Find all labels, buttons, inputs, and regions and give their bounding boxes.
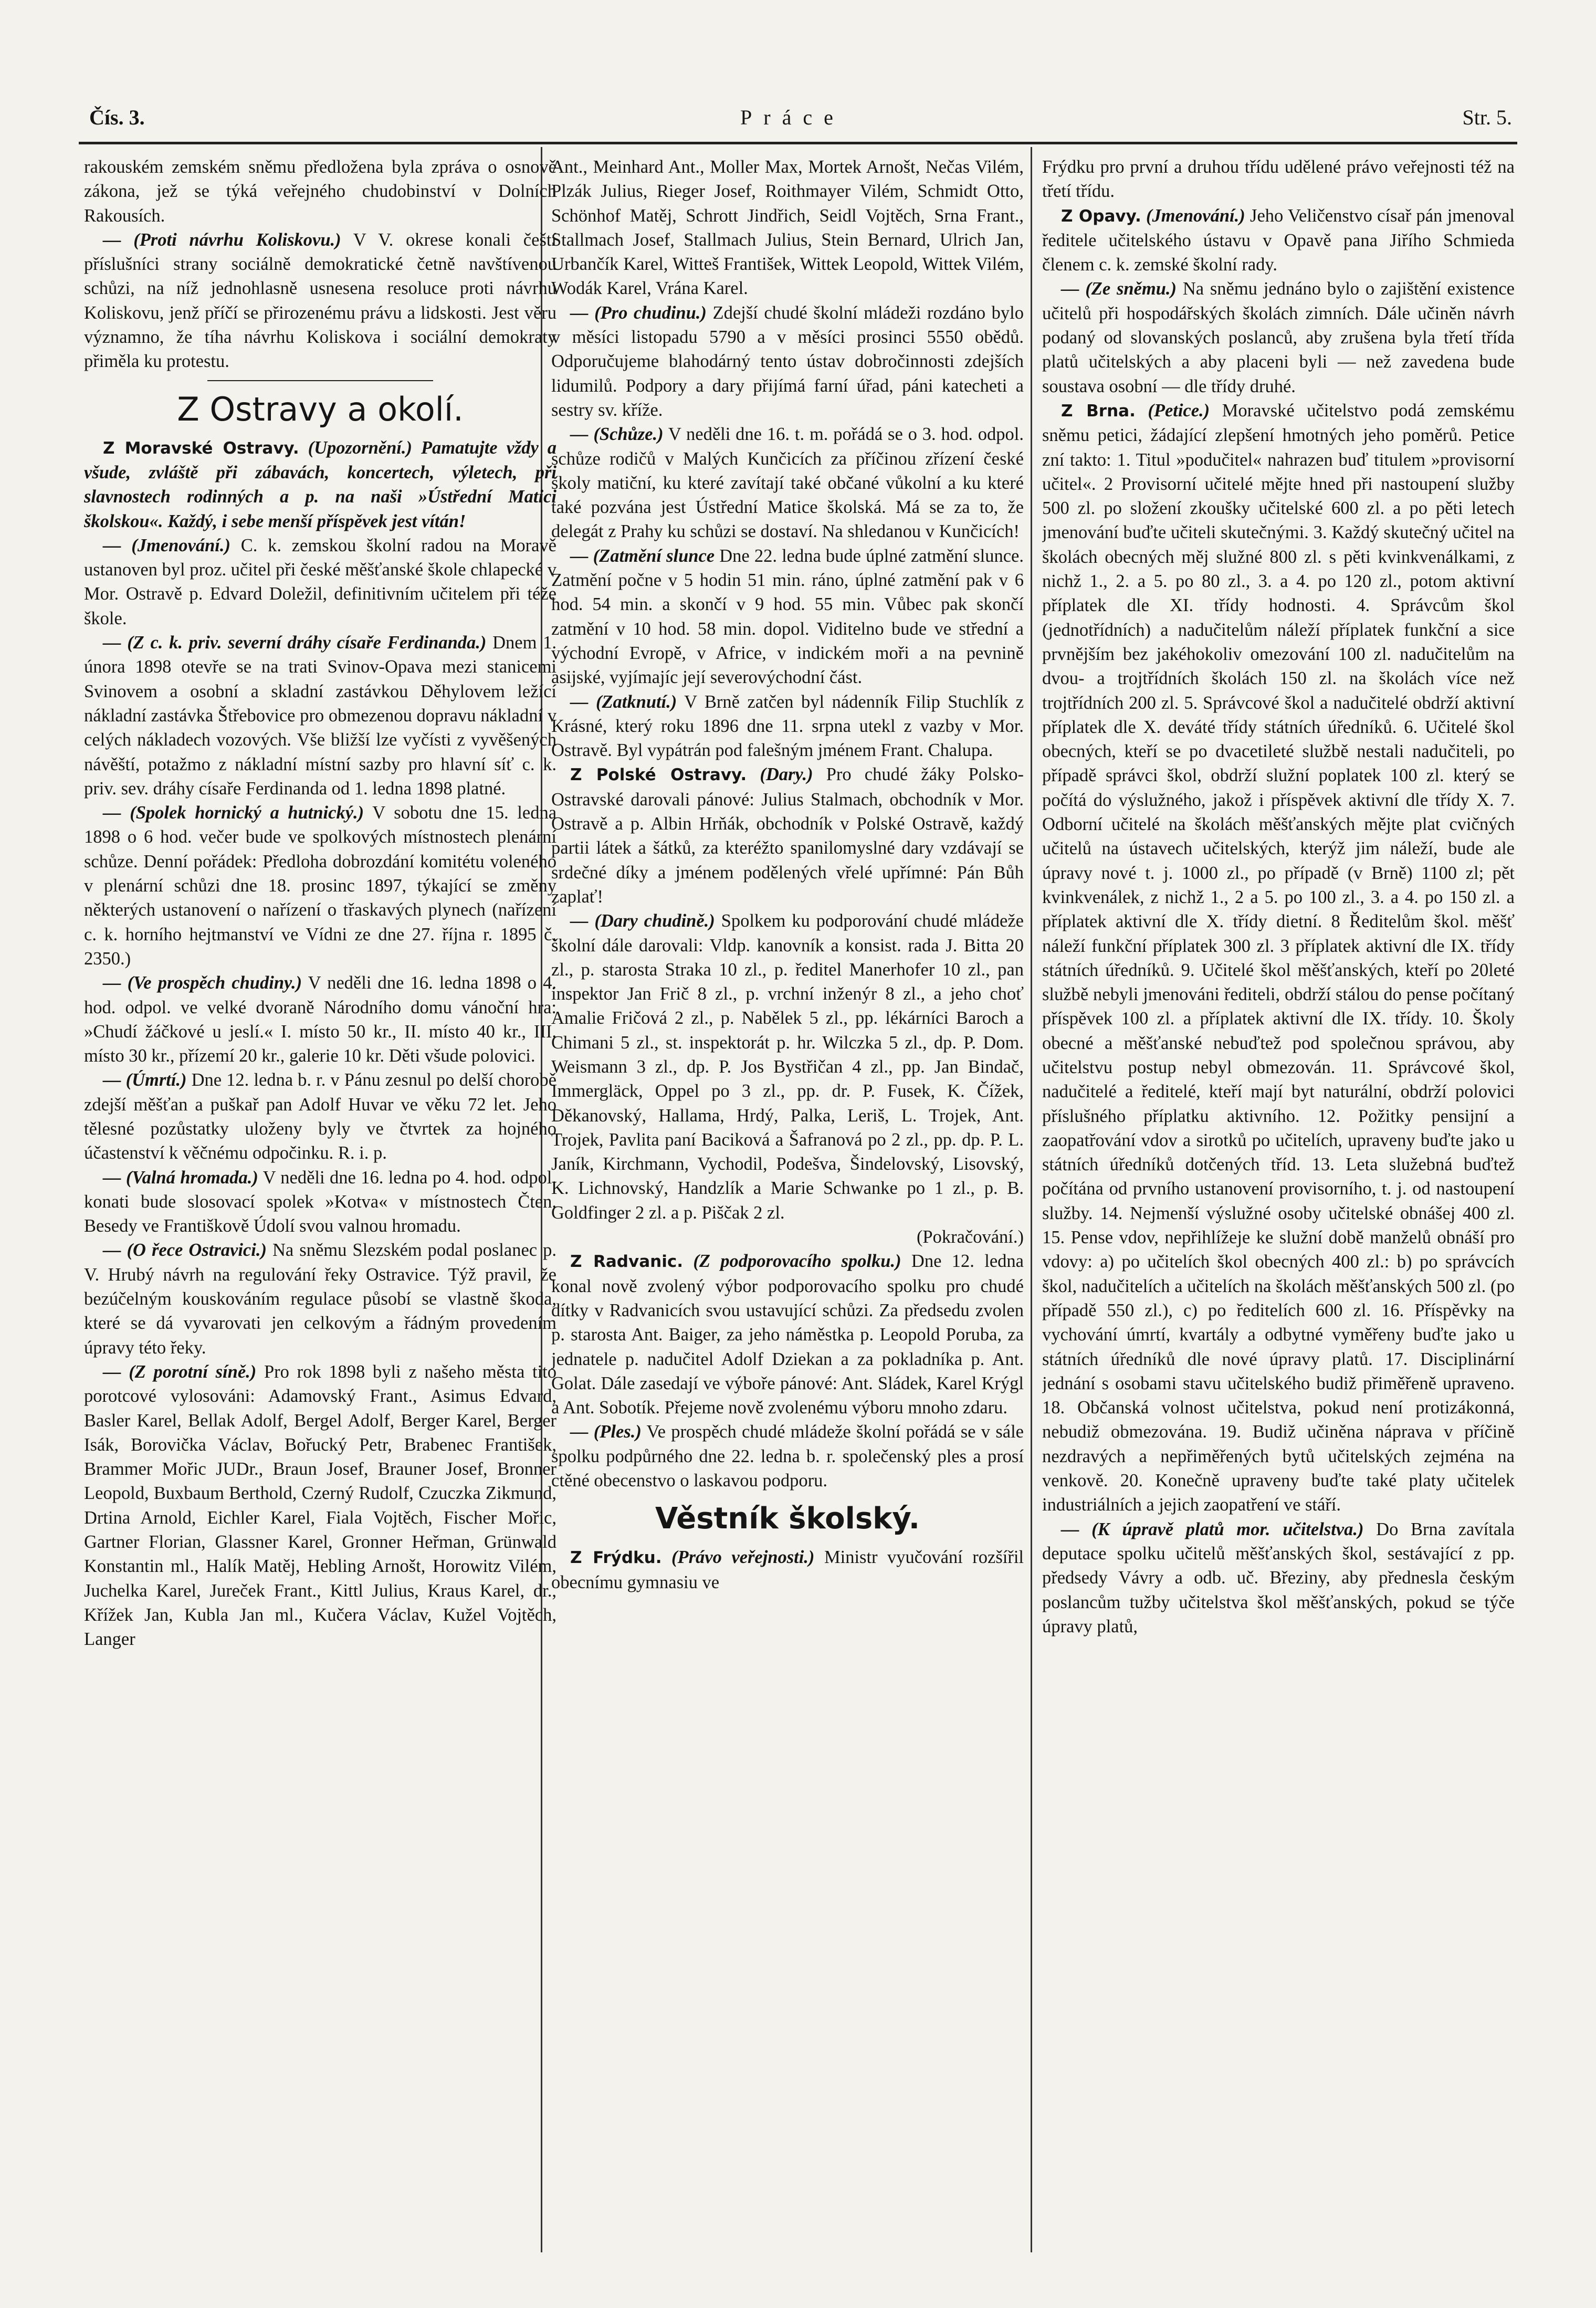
- column-divider: [1031, 147, 1032, 2252]
- article-text: V V. okrese konali čeští příslušníci strany sociálně demokratické četně navštívenou schůzi, na níž jednohlasně usnesena resoluce proti návrhu Koliskovu, jenž příčí se přirozenému právu a lidskosti. Jest věru významno, že tíha návrhu Koliskova i sociální demokraty přiměla ku protestu.: [84, 229, 556, 372]
- section-title: Z Ostravy a okolí.: [177, 390, 464, 428]
- article: [84, 1360, 556, 1652]
- article: [1042, 1517, 1515, 1639]
- article-lead: (Petice.): [1148, 400, 1210, 421]
- article-lead: — (K úpravě platů mor. učitelstva.): [1061, 1519, 1364, 1539]
- article: [551, 1249, 1024, 1420]
- article-text: Dne 12. ledna b. r. v Pánu zesnul po delší chorobě zdejší měšťan a puškař pan Adolf Huvar ve věku 72 let. Jeho tělesné pozůstatky uloženy byly ve čtvrtek za hojného účastenství k věčnému odpočinku. R. i. p.: [84, 1070, 556, 1163]
- article-lead: — (Jmenování.): [103, 535, 230, 555]
- article-lead: — (Valná hromada.): [103, 1167, 258, 1188]
- article: [1042, 277, 1515, 398]
- article-text: Ve prospěch chudé mládeže školní pořádá se v sále spolku podpůrného dne 22. ledna b. r. společenský ples a prosí ctěné obecenstvo o laskavou podporu.: [551, 1422, 1024, 1491]
- article: [551, 690, 1024, 763]
- article: [84, 1238, 556, 1359]
- article-location: Z Opavy.: [1061, 206, 1141, 226]
- header-rule: [79, 142, 1517, 144]
- article: [1042, 398, 1515, 1517]
- article-location: Z Frýdku.: [570, 1548, 662, 1568]
- article: [84, 436, 556, 533]
- article-text: Pro chudé žáky Polsko-Ostravské darovali pánové: Julius Stalmach, obchodník v Mor. Ostravě a p. Albin Hrňák, obchodník v Polské Ostravě, každý partii látek a šátků, za kteréžto spanilomyslné dary vzdávají se srdečné díky a jménem podělených vřelé upřímné: Pán Bůh zaplať!: [551, 764, 1024, 907]
- article-lead: — (Ples.): [570, 1422, 642, 1442]
- article-text: Pro rok 1898 byli z našeho města tito porotcové vylosováni: Adamovský Frant., Asimus Edvard, Basler Karel, Bellak Adolf, Bergel Adolf, Berger Karel, Berger Isák, Borovička Václav, Bořucký Petr, Brabenec František, Brammer Mořic JUDr., Braun Josef, Brauner Josef, Bronner Leopold, Buxbaum Berthold, Czerný Rudolf, Czuczka Zikmund, Drtina Arnold, Eichler Karel, Fiala Vojtěch, Fischer Mořic, Gartner Florian, Glassner Karel, Gronner Heřman, Grünwald Konstantin ml., Halík Matěj, Hebling Arnošt, Horowitz Vilém, Juchelka Karel, Jureček Frant., Kittl Julius, Kraus Karel, dr., Křížek Jan, Kubla Jan ml., Kučera Václav, Kužel Vojtěch, Langer: [84, 1361, 556, 1650]
- article: [84, 1166, 556, 1239]
- article-text: V sobotu dne 15. ledna 1898 o 6 hod. večer bude ve spolkových místnostech plenární schůze. Denní pořádek: Předloha dobrozdání komitétu voleného v plenární schůzi dne 18. prosinc 1897, týkající se změny některých ustanovení o nařízení o třaskavých plynech (nařízení c. k. horního hejtmanství ve Vídni ze dne 27. října r. 1895 č. 2350.): [84, 803, 556, 969]
- section-title: Věstník školský.: [655, 1502, 920, 1536]
- article-location: Z Radvanic.: [570, 1252, 683, 1272]
- article: [84, 228, 556, 374]
- separator: [207, 380, 433, 381]
- article: [551, 1420, 1024, 1493]
- article-text: V neděli dne 16. t. m. pořádá se o 3. hod. odpol. schůze rodičů v Malých Kunčicích za příčinou zřízení české školy matiční, ku které zavítají také občané vůkolní a ku které také pozvána jest Ústřední Matice školská. Má se za to, že delegát z Prahy ku schůzi se dostaví. Na shledanou v Kunčicích!: [551, 424, 1024, 542]
- column-3: [1042, 155, 1515, 2250]
- article-text: Do Brna zavítala deputace spolku učitelů měšťanských škol, sestávající z pp. předsedy Vávry a odb. uč. Březiny, aby přednesla českým poslancům tužby učitelstva škol měšťanských, pokud se týče úpravy platů,: [1042, 1519, 1515, 1636]
- article: [84, 631, 556, 801]
- article-lead: — (Úmrtí.): [103, 1070, 187, 1090]
- article-lead: — (Zatmění slunce: [570, 545, 715, 566]
- article-text: Jeho Veličenstvo císař pán jmenoval ředitele učitelského ústavu v Opavě pana Jiřího Schmieda členem c. k. zemské školní rady.: [1042, 205, 1515, 275]
- article-text: V Brně zatčen byl nádenník Filip Stuchlík z Krásné, který roku 1896 dne 11. srpna utekl z vazby v Mor. Ostravě. Byl vypátrán pod falešným jménem Frant. Chalupa.: [551, 691, 1024, 761]
- article-lead: (Právo veřejnosti.): [671, 1547, 815, 1568]
- article-lead: — (Z porotní síně.): [103, 1361, 257, 1382]
- article-text: Ministr vyučování rozšířil obecnímu gymnasiu ve: [551, 1547, 1024, 1592]
- article-text: Ant., Meinhard Ant., Moller Max, Mortek Arnošt, Nečas Vilém, Plzák Julius, Rieger Josef, Roithmayer Vilém, Schmidt Otto, Schönhof Matěj, Schrott Jindřich, Seidl Vojtěch, Srna Frant., Stallmach Josef, Stallmach Julius, Stein Bernard, Ulrich Jan, Urbančík Karel, Witteš František, Wittek Leopold, Wittek Vilém, Wodák Karel, Vrána Karel.: [551, 157, 1024, 299]
- article-text: C. k. zemskou školní radou na Moravě ustanoven byl proz. učitel při české měšťanské škole chlapecké v Mor. Ostravě p. Edvard Doležil, definitivním učitelem při téže škole.: [84, 535, 556, 628]
- article: [551, 909, 1024, 1225]
- article: [551, 301, 1024, 422]
- article-text: Zdejší chudé školní mládeži rozdáno bylo v měsíci listopadu 5790 a v měsíci prosinci 5550 obědů. Odporučujeme blahodárný tento ústav dobročinnosti zdejších lidumilů. Podpory a dary přijímá farní úřad, páni katecheti a sestry sv. kříže.: [551, 302, 1024, 420]
- issue-number: Čís. 3.: [89, 106, 145, 129]
- article-text: rakouském zemském sněmu předložena byla zpráva o osnově zákona, jež se týká veřejného chudobinství v Dolních Rakousích.: [84, 157, 556, 226]
- article-lead: — (Pro chudinu.): [570, 302, 707, 323]
- column-2: [551, 155, 1024, 2250]
- article: [84, 1068, 556, 1165]
- article-lead: — (Spolek hornický a hutnický.): [103, 803, 364, 823]
- article-lead: — (Ve prospěch chudiny.): [103, 973, 302, 993]
- article-text: Dne 12. ledna konal nově zvolený výbor podporovacího spolku pro chudé dítky v Radvanicích svou ustavující schůzi. Za předsedu zvolen p. starosta Ant. Baiger, za jeho náměstka p. Leopold Poruba, za jednatele p. nadučitel Adolf Dziekan a za pokladníka p. Ant. Golat. Dále zasedají ve výboře pánové: Ant. Sládek, Karel Krýgl a Ant. Sobotík. Přejeme nově zvolenému výboru mnoho zdaru.: [551, 1251, 1024, 1418]
- article-text: Na sněmu Slezském podal poslanec p. V. Hrubý návrh na regulování řeky Ostravice. Týž pravil, že bezúčelným kouskováním regulace působí se vlastně škoda, které se dá vyvarovati jen celkovým a řádným provedením úpravy této řeky.: [84, 1240, 556, 1358]
- article: [1042, 204, 1515, 277]
- article-lead: — (Schůze.): [570, 424, 664, 445]
- article-location: Z Moravské Ostravy.: [103, 438, 299, 458]
- page-number: Str. 5.: [1462, 106, 1512, 129]
- newspaper-title: Práce: [740, 106, 845, 129]
- article-lead: (Jmenování.): [1146, 205, 1245, 226]
- article-lead: (Upozornění.): [308, 437, 413, 458]
- article-text: V neděli dne 16. ledna po 4. hod. odpol. konati bude slosovací spolek »Kotva« v místnostech Čten. Besedy ve Františkově Údolí svou valnou hromadu.: [84, 1167, 556, 1236]
- article-text: Dne 22. ledna bude úplné zatmění slunce. Zatmění počne v 5 hodin 51 min. ráno, úplné zatmění pak v 6 hod. 54 min. a skončí v 9 hod. 55 min. Vůbec pak skončí zatmění v 10 hod. 58 min. dopol. Viditelno bude ve střední a východní Evropě, v Africe, v indickém moři a na pevnině asijské, vyjímajíc její severovýchodní část.: [551, 545, 1024, 688]
- article-lead: — (Proti návrhu Koliskovu.): [103, 229, 341, 250]
- article-text: Dnem 1. února 1898 otevře se na trati Svinov-Opava mezi stanicemi Svinovem a osobní a skladní zastávkou Děhylovem ležící nákladní zastávka Štřebovice pro obmezenou dopravu nákladní v celých nákladech vozových. Vše bližší lze vyčísti z vyvěšených návěští, potažmo z nákladní místní sazby pro hlavní síť c. k. priv. sev. dráhy císaře Ferdinanda od 1. ledna 1898 platné.: [84, 633, 556, 799]
- article-text: Na sněmu jednáno bylo o zajištění existence učitelů při hospodářských školách zimních. Dále učiněn návrh podaný od slovanských poslanců, aby zrušena byla třetí třída platů učitelských a aby placeni byli — než zavedena bude soustava osobní — dle třídy druhé.: [1042, 279, 1515, 396]
- article-location: Z Polské Ostravy.: [570, 765, 747, 785]
- page-header: [79, 105, 1517, 142]
- article: [551, 762, 1024, 909]
- article: [84, 971, 556, 1068]
- article: [551, 544, 1024, 690]
- article-text: V neděli dne 16. ledna 1898 o 4. hod. odpol. ve velké dvoraně Národního domu vánoční hra: »Chudí žáčkové u jeslí.« I. místo 50 kr., II. místo 40 kr., III. místo 30 kr., přízemí 20 kr., galerie 10 kr. Děti všude polovici.: [84, 973, 556, 1066]
- article-text: Pamatujte vždy a všude, zvláště při zábavách, koncertech, výletech, při slavnostech rodinných a p. na naši »Ústřední Matici školskou«. Každý, i sebe menší příspěvek jest vítán!: [84, 437, 556, 531]
- article-lead: (Dary.): [760, 764, 813, 785]
- article-text: Frýdku pro první a druhou třídu udělené právo veřejnosti též na třetí třídu.: [1042, 157, 1515, 202]
- article-lead: (Z podporovacího spolku.): [693, 1251, 901, 1272]
- article-location: Z Brna.: [1061, 401, 1136, 421]
- article: [551, 1545, 1024, 1594]
- article-text: Moravské učitelstvo podá zemskému sněmu petici, žádající zlepšení hmotných jeho poměrů. Petice zní takto: 1. Titul »podučitel« nahrazen buď titulem »provisorní učitel«. 2 Provisorní učitelé mějte hned při nastoupení služby 500 zl. po složení zkoušky učitelské 600 zl. a po pěti letech jmenování buďte učiteli skutečnými. 3. Každý skutečný učitel na školách obecných měj služné 800 zl. s pěti kvinkvenálkami, z nichž 1., 2. a 5. po 80 zl., 3. a 4. po 120 zl., potom aktivní příplatek dle XI. třídy hodnosti. 4. Správcům škol (jednotřídních) a nadučitelům náleží příplatek funkční a sice prvnějším bez jakéhokoliv omezování 100 zl. nadučitelům na dvou- a trojtřídních školách 150 zl. na školách více než trojtřídních 200 zl. 5. Správcové škol a nadučitelé obdrží aktivní příplatek dle X. deváté třídy státních úředníků. 6. Učitelé škol obecných, kteří se po dvacetileté službě nestali nadučiteli, po případě správci škol, obdrží služní poplatek 100 zl. který se počítá do výslužného, jakož i příspěvek aktivní dle třídy X. 7. Odborní učitelé na školách měšťanských mějte plat cvičných učitelů na ústavech učitelských, kterýž jim náleží, bude ale úpravy nové t. j. 1000 zl., po případě (v Brně) 1100 zl; pět kvinkvenálek, z nichž 1., 2 a 5. po 100 zl., 3. a 4. po 150 zl. a příplatek aktivní dle X. třídy dietní. 8 Ředitelům škol. měšť náleží funkční příplatek 300 zl. 3 příplatek aktivní dle IX. třídy státních úředníků. 9. Učitelé škol měšťanských, kteří po 20leté službě nebyli jmenováni řediteli, obdrží stálou do pense počítaný příspěvek 100 zl. a příplatek aktivní dle IX. třídy. 10. Školy obecné a měšťanské nebuďtež pod společnou správou, aby učitelstvu postup nebyl obmezován. 11. Správcové škol, nadučitelé a ředitelé, kteří mají byt naturální, obdrží polovici příslušného příplatku aktivního. 12. Požitky pensijní a zaopatřování vdov a sirotků po učitelích, upraveny buďte jako u státních úředníků dotčených tříd. 13. Leta služebná buďtež počítána od prvního ustanovení provisorního, t. j. od nastoupení služby. 14. Nejmenší výslužné osoby učitelské obnášej 400 zl. 15. Pense vdov, nepřihlížeje ke služní době manželů obnáší pro vdovy: a) po učitelích škol obecných 400 zl.: b) po správcích škol, nadučitelích a učitelích na školách měšťanských 500 zl. (po případě 550 zl.), c) po ředitelích 600 zl. 16. Příspěvky na vychování úmrtí, kvartály a odbytné vyměřeny buďte jako u státních úředníků dle nové úpravy platů. 17. Disciplinární jednání s osobami stavu učitelského budiž přiměřeně upraveno. 18. Občanská volnost učitelstva, pokud není protizákonná, nebudiž obmezována. 19. Budiž učiněna náprava v příčině nezdravých a nepřiměřených bytů učitelských zejména na venkově. 20. Konečně upraveny buďte také platy učitelek industriálních a jejich zaopatření ve stáří.: [1042, 400, 1515, 1515]
- article-lead: — (Dary chudině.): [570, 911, 715, 931]
- column-1: [84, 155, 556, 2250]
- article-lead: — (Ze sněmu.): [1061, 279, 1177, 299]
- continuation-note: (Pokračování.): [916, 1227, 1024, 1247]
- article: [551, 422, 1024, 543]
- article: [84, 533, 556, 631]
- article: [84, 801, 556, 971]
- article-lead: — (Zatknutí.): [570, 691, 677, 712]
- article-text: Spolkem ku podporování chudé mládeže školní dále darovali: Vldp. kanovník a konsist. rada J. Bitta 20 zl., p. starosta Straka 10 zl., p. ředitel Manerhofer 10 zl., pan inspektor Jan Frič 8 zl., p. vrchní inženýr 8 zl., a jeho choť Amalie Fričová 2 zl., p. Nabělek 5 zl., pp. lékárníci Baroch a Chimani 5 zl., st. inspektorát p. hr. Wilczka 5 zl., dp. P. Dom. Weismann 3 zl., dp. P. Jos Bystřičan 4 zl., pp. Jan Bindač, Immergläck, Oppel po 3 zl., pp. dr. P. Fusek, K. Čížek, Děkanovský, Hallama, Hrdý, Palka, Leriš, L. Trojek, Ant. Trojek, Pavlita paní Baciková a Šafranová po 2 zl., pp. dp. P. L. Janík, Kirchmann, Vychodil, Podešva, Šindelovský, Lisovský, K. Lichnovský, Handzlík a Marie Schwanke po 1 zl., p. B. Goldfinger 2 zl. a p. Piščak 2 zl.: [551, 911, 1024, 1223]
- article-lead: — (O řece Ostravici.): [103, 1240, 267, 1261]
- article-lead: — (Z c. k. priv. severní dráhy císaře Ferdinanda.): [103, 633, 487, 653]
